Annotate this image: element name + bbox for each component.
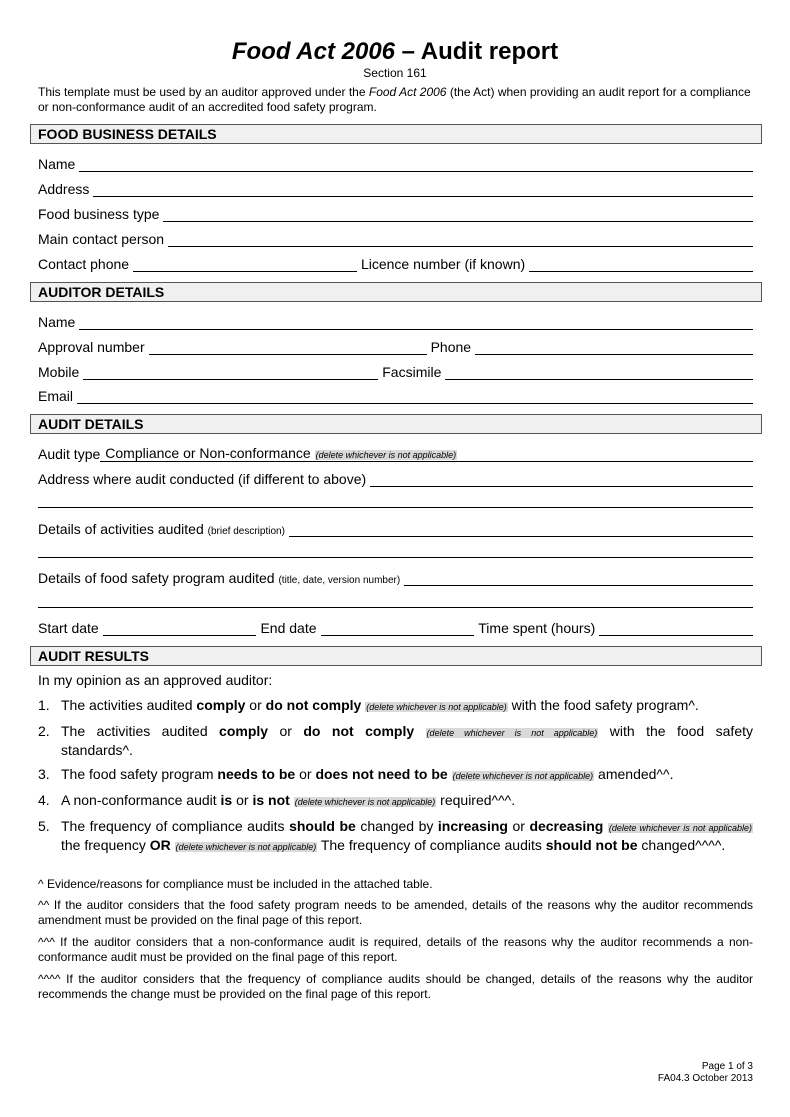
intro-text-2: (the Act) when providing an audit report for a compliance or non-conformance audit of an accredited food safety program. bbox=[38, 85, 751, 114]
item-option[interactable]: increasing bbox=[437, 818, 508, 834]
item-text: amended^^. bbox=[594, 766, 674, 782]
activities-label: Details of activities audited bbox=[38, 521, 204, 537]
delete-note: (delete whichever is not applicable) bbox=[426, 728, 598, 738]
audit-address-field[interactable] bbox=[370, 474, 753, 487]
footnote-4: ^^^^ If the auditor considers that the frequency of compliance audits should be changed, details of the reasons why the auditor recommends the change must be provided on the final page of this report. bbox=[38, 972, 753, 1001]
activities-note: (brief description) bbox=[207, 526, 285, 537]
auditor-name-row bbox=[38, 312, 753, 330]
time-spent-label: Time spent (hours) bbox=[478, 620, 596, 636]
audit-details-heading: AUDIT DETAILS bbox=[30, 414, 762, 434]
audit-address-label: Address where audit conducted (if different to above) bbox=[38, 471, 367, 487]
item-option[interactable]: is bbox=[220, 792, 233, 808]
audit-type-row bbox=[38, 444, 753, 462]
item-text: changed^^^^. bbox=[637, 837, 726, 853]
mobile-field[interactable] bbox=[83, 367, 378, 380]
intro-paragraph bbox=[38, 85, 754, 115]
contact-person-label: Main contact person bbox=[38, 231, 165, 247]
item-number: 2. bbox=[38, 723, 50, 739]
item-text: or bbox=[245, 697, 266, 713]
title-suffix: – Audit report bbox=[395, 38, 559, 65]
auditor-phone-field[interactable] bbox=[475, 342, 753, 355]
audit-type-label: Audit type bbox=[38, 446, 101, 462]
item-text: the frequency bbox=[61, 837, 150, 853]
audit-results-heading: AUDIT RESULTS bbox=[30, 646, 762, 666]
results-list bbox=[38, 697, 753, 867]
program-line-2[interactable] bbox=[38, 607, 753, 608]
business-address-row bbox=[38, 179, 753, 197]
item-option[interactable]: OR bbox=[149, 837, 171, 853]
business-type-label: Food business type bbox=[38, 206, 160, 222]
item-option[interactable]: does not need to be bbox=[315, 766, 448, 782]
facsimile-field[interactable] bbox=[445, 367, 753, 380]
item-text: with the food safety program^. bbox=[507, 697, 699, 713]
page-title bbox=[0, 38, 790, 66]
food-business-heading: FOOD BUSINESS DETAILS bbox=[30, 124, 762, 144]
activities-row bbox=[38, 519, 753, 537]
auditor-name-field[interactable] bbox=[79, 317, 753, 330]
audit-address-row bbox=[38, 469, 753, 487]
delete-note: (delete whichever is not applicable) bbox=[175, 842, 317, 852]
auditor-phone-label: Phone bbox=[430, 339, 472, 355]
item-text: The food safety program bbox=[61, 766, 218, 782]
approval-number-field[interactable] bbox=[149, 342, 427, 355]
business-address-label: Address bbox=[38, 181, 90, 197]
contact-phone-field[interactable] bbox=[133, 259, 357, 272]
audit-type-field[interactable] bbox=[457, 449, 753, 462]
contact-person-field[interactable] bbox=[168, 234, 753, 247]
business-type-field[interactable] bbox=[163, 209, 753, 222]
section-reference: Section 161 bbox=[363, 66, 427, 80]
item-option[interactable]: do not comply bbox=[265, 697, 362, 713]
footnote-3: ^^^ If the auditor considers that a non-conformance audit is required, details of the reasons why the auditor recommends a non-conformance audit must be provided on the final page of this report. bbox=[38, 935, 753, 964]
contact-phone-label: Contact phone bbox=[38, 256, 130, 272]
licence-number-field[interactable] bbox=[529, 259, 753, 272]
email-label: Email bbox=[38, 388, 74, 404]
end-date-label: End date bbox=[260, 620, 317, 636]
approval-row bbox=[38, 337, 753, 355]
activities-line-2[interactable] bbox=[38, 557, 753, 558]
business-name-row bbox=[38, 154, 753, 172]
business-address-field[interactable] bbox=[93, 184, 753, 197]
intro-act-name: Food Act 2006 bbox=[368, 85, 447, 99]
intro-text-1: This template must be used by an auditor approved under the bbox=[38, 85, 369, 99]
item-text: The frequency of compliance audits bbox=[61, 818, 290, 834]
page-number: Page 1 of 3 bbox=[701, 1061, 753, 1072]
licence-number-label: Licence number (if known) bbox=[360, 256, 526, 272]
auditor-name-label: Name bbox=[38, 314, 76, 330]
mobile-label: Mobile bbox=[38, 364, 80, 380]
item-text: changed by bbox=[355, 818, 438, 834]
item-option[interactable]: do not comply bbox=[303, 723, 415, 739]
item-number: 4. bbox=[38, 792, 50, 808]
audit-type-value[interactable] bbox=[100, 445, 457, 462]
item-option[interactable]: needs to be bbox=[217, 766, 296, 782]
item-text: or bbox=[295, 766, 316, 782]
item-number: 5. bbox=[38, 818, 50, 834]
audit-address-line-2[interactable] bbox=[38, 507, 753, 508]
page-footer bbox=[658, 1061, 753, 1085]
item-number: 3. bbox=[38, 766, 50, 782]
item-option[interactable]: comply bbox=[219, 723, 269, 739]
item-text: or bbox=[232, 792, 253, 808]
business-name-field[interactable] bbox=[79, 159, 753, 172]
audit-type-note: (delete whichever is not applicable) bbox=[315, 450, 457, 460]
business-type-row bbox=[38, 204, 753, 222]
business-name-label: Name bbox=[38, 156, 76, 172]
contact-phone-row bbox=[38, 254, 753, 272]
program-label: Details of food safety program audited bbox=[38, 570, 275, 586]
program-note: (title, date, version number) bbox=[278, 575, 401, 586]
footnote-1: ^ Evidence/reasons for compliance must be included in the attached table. bbox=[38, 877, 433, 891]
footnote-2: ^^ If the auditor considers that the food safety program needs to be amended, details of the reasons why the auditor recommends amendment must be provided on the final page of this report. bbox=[38, 898, 753, 927]
item-option[interactable]: is not bbox=[252, 792, 290, 808]
dates-row bbox=[38, 618, 753, 636]
approval-number-label: Approval number bbox=[38, 339, 145, 355]
program-field[interactable] bbox=[404, 573, 753, 586]
item-text: A non-conformance audit bbox=[61, 792, 221, 808]
activities-field[interactable] bbox=[289, 524, 753, 537]
item-option[interactable]: decreasing bbox=[529, 818, 604, 834]
item-text: or bbox=[507, 818, 530, 834]
mobile-row bbox=[38, 362, 753, 380]
email-field[interactable] bbox=[77, 391, 753, 404]
delete-note: (delete whichever is not applicable) bbox=[366, 702, 507, 712]
audit-type-options: Compliance or Non-conformance bbox=[105, 445, 311, 461]
start-date-field[interactable] bbox=[103, 623, 257, 636]
opinion-text: In my opinion as an approved auditor: bbox=[38, 672, 273, 688]
item-text: or bbox=[268, 723, 304, 739]
time-spent-field[interactable] bbox=[599, 623, 753, 636]
item-text: required^^^. bbox=[436, 792, 516, 808]
item-number: 1. bbox=[38, 697, 50, 713]
email-row bbox=[38, 386, 753, 404]
auditor-heading: AUDITOR DETAILS bbox=[30, 282, 762, 302]
item-option[interactable]: should be bbox=[289, 818, 356, 834]
delete-note: (delete whichever is not applicable) bbox=[608, 823, 753, 833]
item-text: The frequency of compliance audits bbox=[317, 837, 546, 853]
contact-person-row bbox=[38, 229, 753, 247]
item-text: The activities audited bbox=[61, 723, 220, 739]
program-row bbox=[38, 568, 753, 586]
delete-note: (delete whichever is not applicable) bbox=[452, 771, 594, 781]
end-date-field[interactable] bbox=[321, 623, 475, 636]
item-text: with the food safety standards^. bbox=[61, 723, 753, 758]
form-code: FA04.3 October 2013 bbox=[657, 1073, 753, 1084]
delete-note: (delete whichever is not applicable) bbox=[294, 797, 436, 807]
act-name: Food Act 2006 bbox=[231, 38, 396, 65]
facsimile-label: Facsimile bbox=[382, 364, 442, 380]
item-option[interactable]: comply bbox=[196, 697, 246, 713]
start-date-label: Start date bbox=[38, 620, 99, 636]
item-option[interactable]: should not be bbox=[545, 837, 638, 853]
item-text: The activities audited bbox=[61, 697, 197, 713]
